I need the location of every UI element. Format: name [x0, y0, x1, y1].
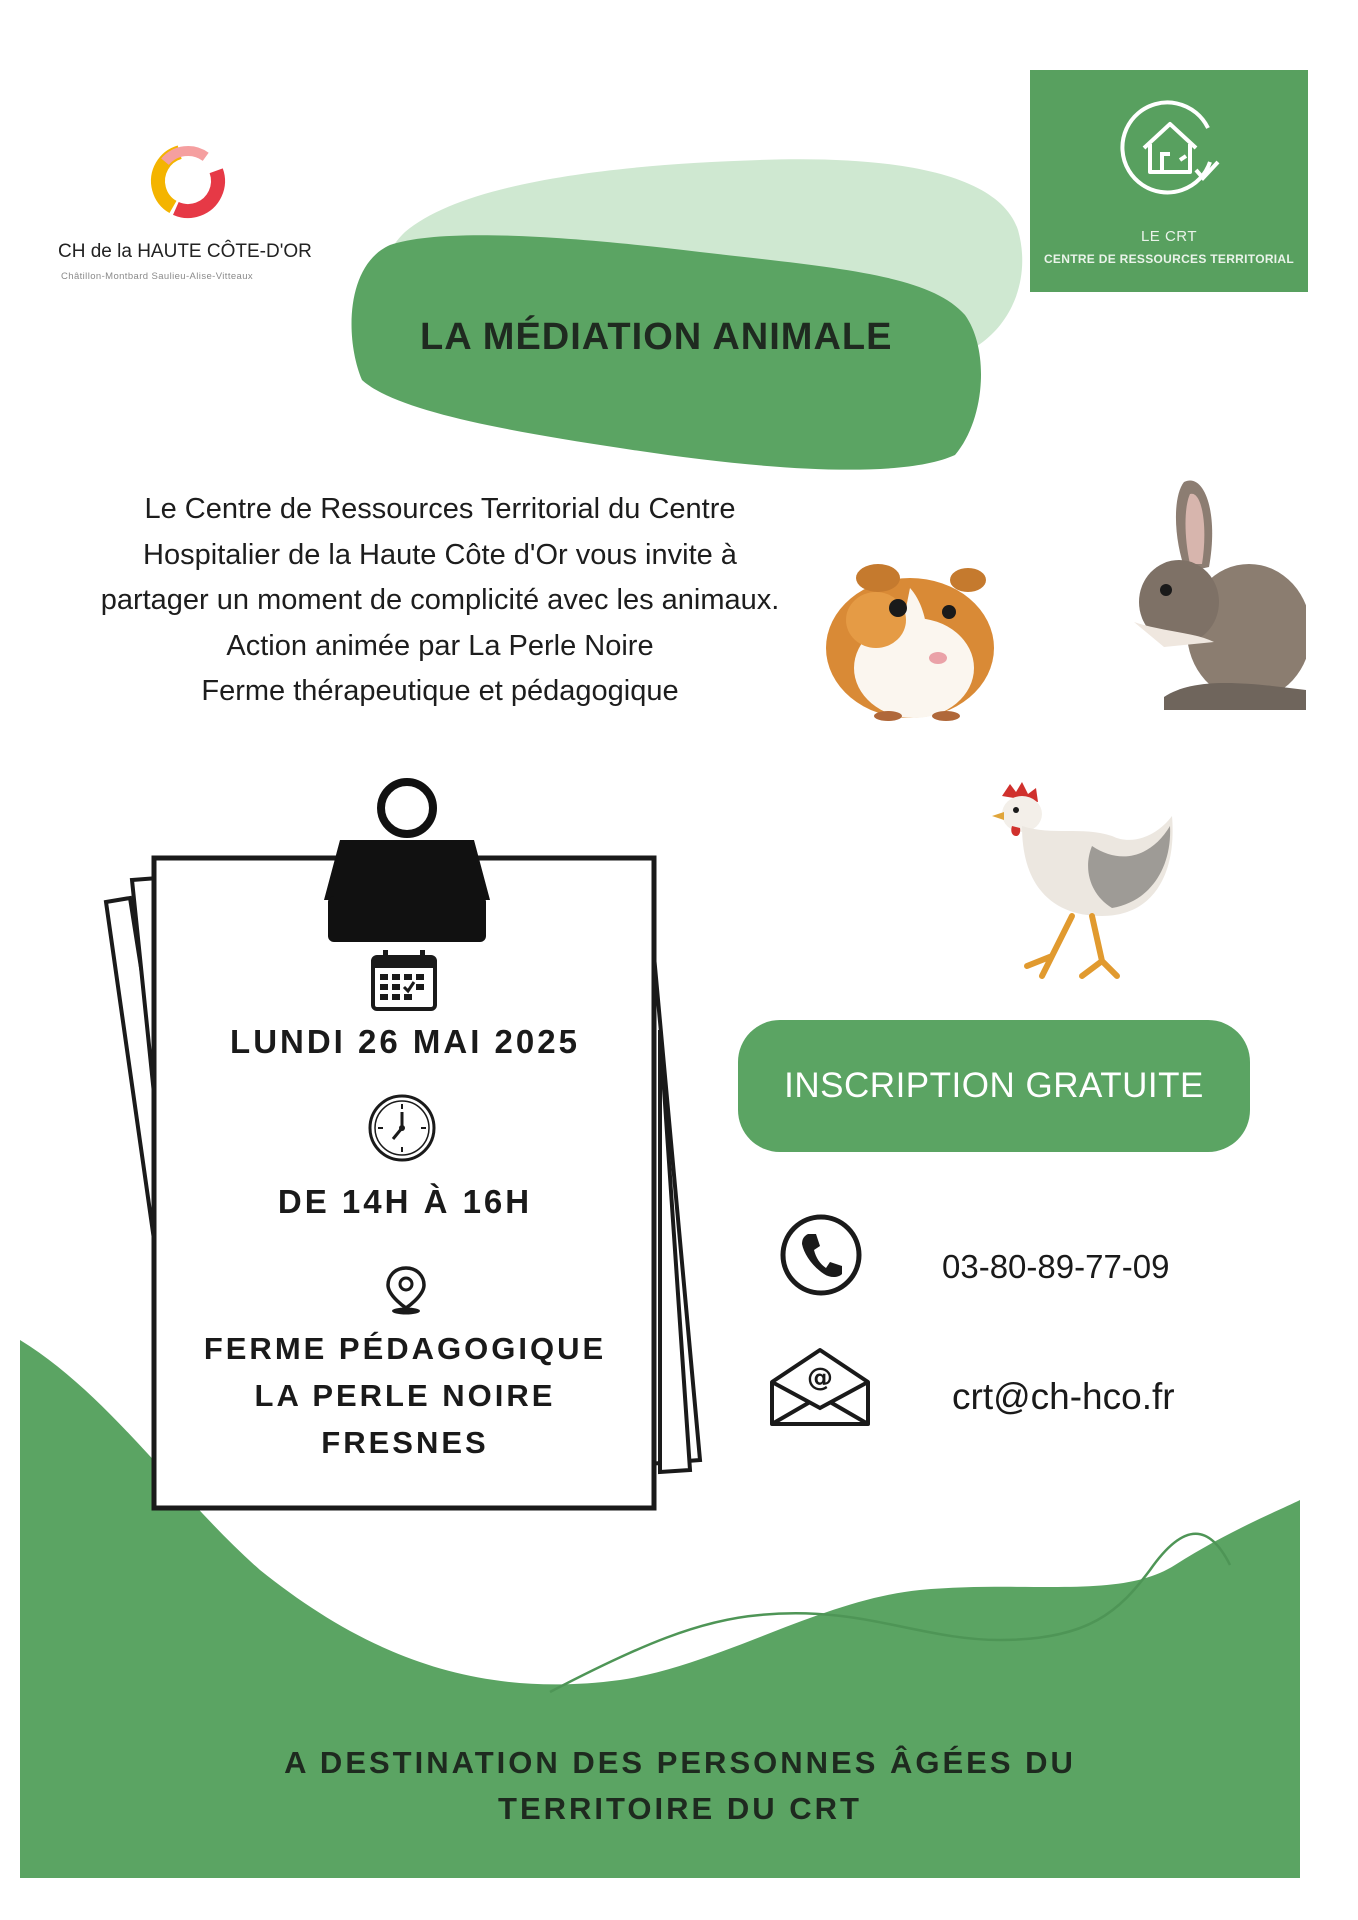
- hen-image: [982, 776, 1182, 986]
- inscription-badge: [738, 1020, 1250, 1152]
- event-place: [160, 1325, 650, 1466]
- location-pin-icon: [384, 1264, 428, 1316]
- audience-line1: A DESTINATION DES PERSONNES ÂGÉES DU: [284, 1745, 1076, 1780]
- intro-action: Action animée par La Perle Noire: [226, 629, 654, 662]
- ch-logo-sites: Châtillon-Montbard Saulieu-Alise-Vitteaux: [61, 271, 254, 282]
- phone-number[interactable]: 03-80-89-77-09: [942, 1248, 1170, 1285]
- crt-logo-title: LE CRT: [1140, 228, 1198, 245]
- ch-logo-name: CH de la HAUTE CÔTE-D'OR: [58, 241, 312, 262]
- inscription-label: INSCRIPTION GRATUITE: [784, 1066, 1204, 1105]
- clock-icon: [366, 1092, 438, 1164]
- audience-line2: TERRITOIRE DU CRT: [498, 1791, 862, 1826]
- intro-text: [100, 487, 780, 715]
- email-address[interactable]: crt@ch-hco.fr: [952, 1376, 1175, 1417]
- guinea-pig-image: [818, 548, 1000, 726]
- event-date: LUNDI 26 MAI 2025: [230, 1023, 580, 1060]
- ch-logo-icon: [142, 136, 234, 226]
- audience-text: [150, 1740, 1210, 1832]
- svg-text:@: @: [807, 1363, 833, 1393]
- rabbit-image: [1124, 472, 1306, 710]
- crt-logo-subtitle: CENTRE DE RESSOURCES TERRITORIAL: [1043, 252, 1295, 266]
- email-icon: [768, 1346, 872, 1428]
- intro-farm: Ferme thérapeutique et pédagogique: [201, 675, 679, 707]
- event-place-line3: FRESNES: [321, 1425, 489, 1460]
- event-time: DE 14H À 16H: [277, 1183, 533, 1220]
- calendar-icon: [370, 948, 438, 1012]
- event-place-line2: LA PERLE NOIRE: [254, 1378, 556, 1413]
- crt-house-icon: [1110, 90, 1230, 200]
- intro-invitation: Le Centre de Ressources Territorial du Centre Hospitalier de la Haute Côte d'Or vous invite à partager un moment de complicité avec les animaux.: [100, 493, 780, 616]
- event-place-line1: FERME PÉDAGOGIQUE: [203, 1331, 607, 1366]
- page-title: LA MÉDIATION ANIMALE: [420, 316, 893, 358]
- crt-logo: [1030, 70, 1308, 292]
- phone-icon: [778, 1212, 864, 1298]
